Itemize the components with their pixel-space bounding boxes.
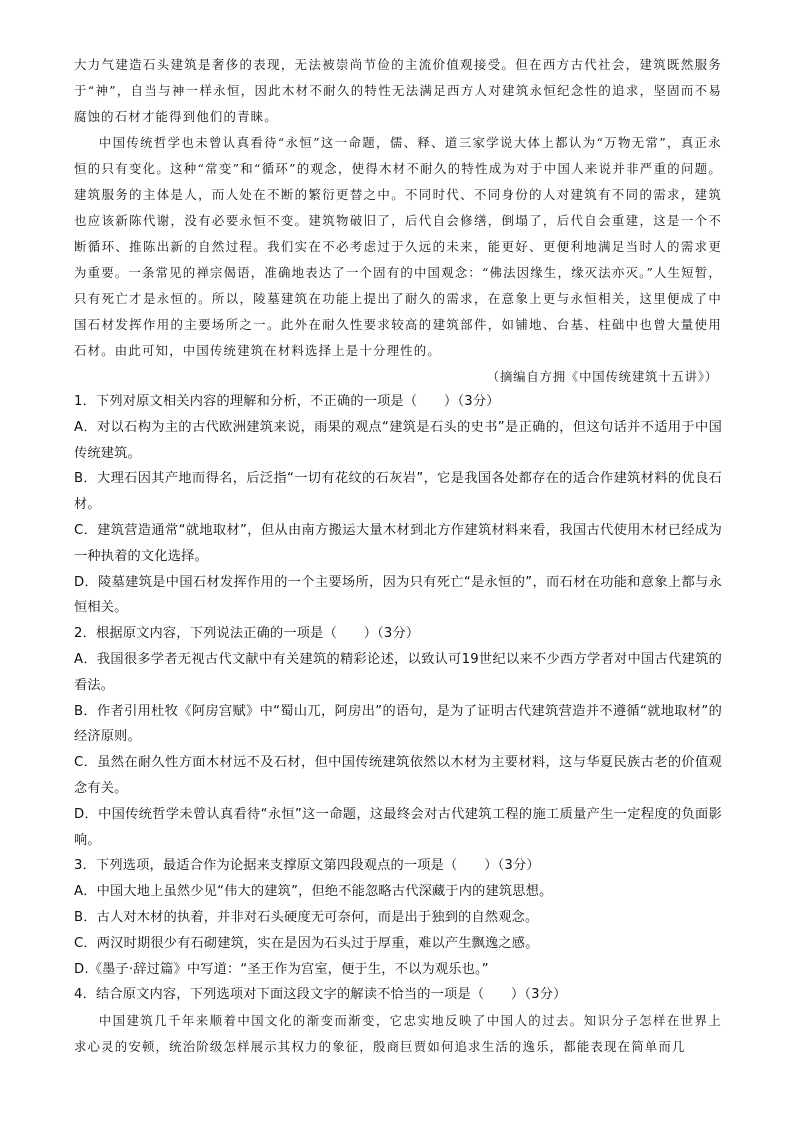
option-d: D.《墨子·辞过篇》中写道：“圣王作为宫室，便于生，不以为观乐也。”: [74, 961, 489, 977]
passage-paragraph-1: 大力气建造石头建筑是奢侈的表现，无法被崇尚节俭的主流价值观接受。但在西方古代社会，建筑既然服务于“神”，自当与神一样永恒，因此木材不耐久的特性无法满足西方人对建筑永恒纪念性的追求，坚固而不易腐蚀的石材才能得到他们的青睐。: [74, 57, 722, 124]
question-4: [74, 982, 722, 1008]
option-b: B．大理石因其产地而得名，后泛指“一切有花纹的石灰岩”，它是我国各处都存在的适合作建筑材料的优良石材。: [74, 471, 722, 513]
option-d: D．陵墓建筑是中国石材发挥作用的一个主要场所，因为只有死亡“是永恒的”，而石材在功能和意象上都与永恒相关。: [74, 574, 722, 616]
passage-paragraph-2: 中国传统哲学也未曾认真看待“永恒”这一命题，儒、释、道三家学说大体上都认为“万物无常”，真正永恒的只有变化。这种“常变”和“循环”的观念，使得木材不耐久的特性成为对于中国人来说并非严重的问题。建筑服务的主体是人，而人处在不断的繁衍更替之中。不同时代、不同身份的人对建筑有不同的需求，建筑也应该新陈代谢，没有必要永恒不变。建筑物破旧了，后代自会修缮，倒塌了，后代自会重建，这是一个不断循环、推陈出新的自然过程。我们实在不必考虑过于久远的未来，能更好、更便利地满足当时人的需求更为重要。一条常见的禅宗偈语，准确地表达了一个固有的中国观念：“佛法因缘生，缘灭法亦灭。”人生短暂，只有死亡才是永恒的。所以，陵墓建筑在功能上提出了耐久的需求，在意象上更与永恒相关，这里便成了中国石材发挥作用的主要场所之一。此外在耐久性要求较高的建筑部件，如铺地、台基、柱础中也曾大量使用石材。由此可知，中国传统建筑在材料选择上是十分理性的。: [74, 135, 722, 358]
option-a: A．我国很多学者无视古代文献中有关建筑的精彩论述，以致认可19世纪以来不少西方学者对中国古代建筑的看法。: [74, 651, 722, 693]
option-d: D．中国传统哲学未曾认真看待“永恒”这一命题，这最终会对古代建筑工程的施工质量产生一定程度的负面影响。: [74, 806, 722, 848]
option-c: C．两汉时期很少有石砌建筑，实在是因为石头过于厚重，难以产生飘逸之感。: [74, 935, 539, 951]
question-1: [74, 389, 722, 621]
option-b: B．古人对木材的执着，并非对石头硬度无可奈何，而是出于独到的自然观念。: [74, 909, 539, 925]
passage-source: （摘编自方拥《中国传统建筑十五讲》）: [486, 369, 718, 384]
option-a: A．中国大地上虽然少见“伟大的建筑”，但绝不能忽略古代深藏于内的建筑思想。: [74, 884, 553, 900]
option-b: B．作者引用杜牧《阿房宫赋》中“蜀山兀，阿房出”的语句，是为了证明古代建筑营造并不遵循“就地取材”的经济原则。: [74, 703, 722, 745]
option-a: A．对以石构为主的古代欧洲建筑来说，雨果的观点“建筑是石头的史书”是正确的，但这句话并不适用于中国传统建筑。: [74, 419, 722, 461]
question-stem: 2．根据原文内容，下列说法正确的一项是（ ）（3分）: [74, 626, 420, 642]
exam-page: [74, 52, 722, 1060]
question-2: [74, 621, 722, 853]
question-4-excerpt: 中国建筑几千年来顺着中国文化的渐变而渐变，它忠实地反映了中国人的过去。知识分子怎样在世界上求心灵的安顿，统治阶级怎样展示其权力的象征，殷商巨贾如何追求生活的逸乐，都能表现在简单而几: [74, 1013, 722, 1055]
question-stem: 3．下列选项，最适合作为论据来支撑原文第四段观点的一项是（ ）（3分）: [74, 858, 540, 874]
question-3: [74, 853, 722, 982]
option-c: C．建筑营造通常“就地取材”，但从由南方搬运大量木材到北方作建筑材料来看，我国古代使用木材已经成为一种执着的文化选择。: [74, 522, 722, 564]
question-stem: 4．结合原文内容，下列选项对下面这段文字的解读不恰当的一项是（ ）（3分）: [74, 987, 567, 1003]
question-stem: 1．下列对原文相关内容的理解和分析，不正确的一项是（ ）（3分）: [74, 394, 500, 409]
option-c: C．虽然在耐久性方面木材远不及石材，但中国传统建筑依然以木材为主要材料，这与华夏民族古老的价值观念有关。: [74, 755, 722, 796]
